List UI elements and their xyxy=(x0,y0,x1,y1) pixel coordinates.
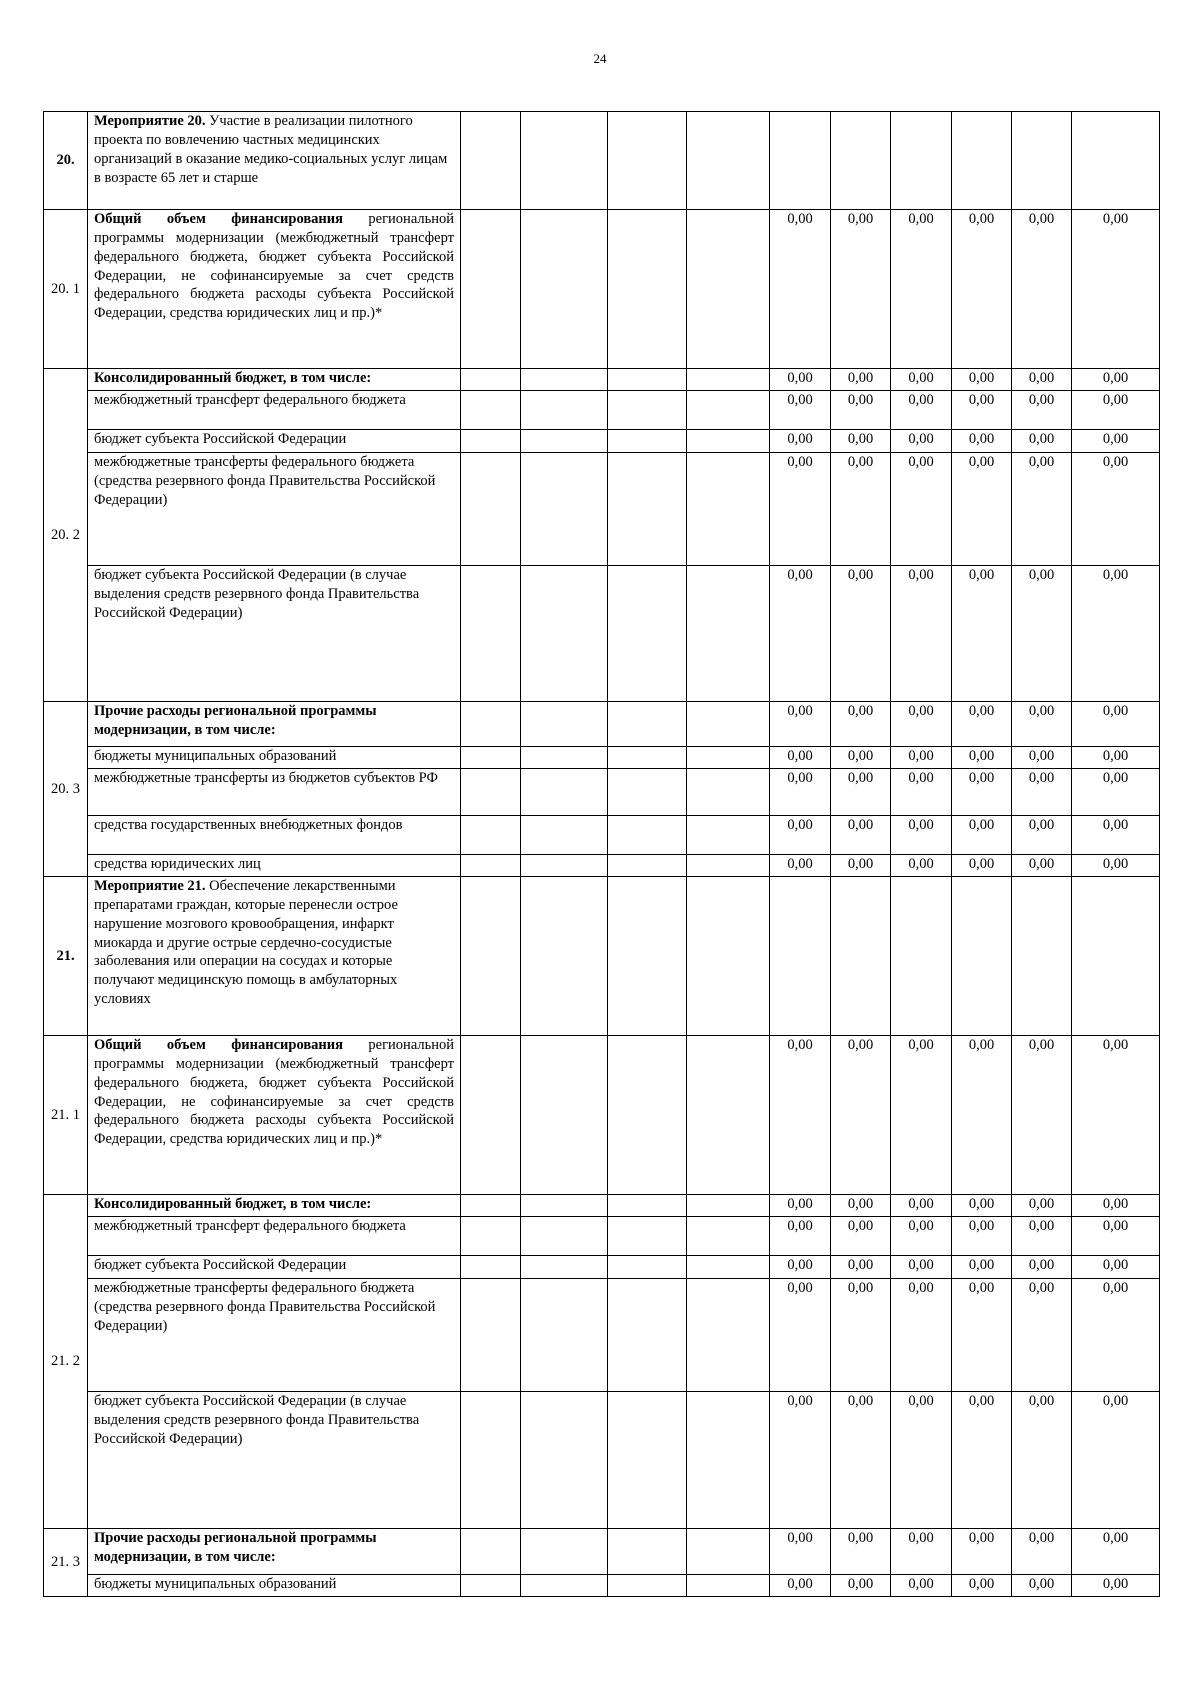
empty-cell xyxy=(687,1217,770,1256)
value-cell: 0,00 xyxy=(770,1195,831,1217)
empty-cell xyxy=(461,369,521,391)
value-cell: 0,00 xyxy=(1012,769,1072,816)
value-cell: 0,00 xyxy=(1012,566,1072,702)
value-cell: 0,00 xyxy=(770,1256,831,1279)
value-cell: 0,00 xyxy=(891,1575,952,1597)
empty-cell xyxy=(687,1195,770,1217)
empty-cell xyxy=(521,877,608,1036)
value-cell: 0,00 xyxy=(1072,702,1160,747)
empty-cell xyxy=(608,855,687,877)
value-cell: 0,00 xyxy=(770,855,831,877)
value-cell: 0,00 xyxy=(1012,1036,1072,1195)
table-row xyxy=(44,816,1160,855)
empty-cell xyxy=(521,369,608,391)
table-row xyxy=(44,855,1160,877)
empty-cell xyxy=(687,453,770,566)
value-cell: 0,00 xyxy=(952,702,1012,747)
value-cell: 0,00 xyxy=(770,566,831,702)
value-cell: 0,00 xyxy=(952,1217,1012,1256)
value-cell: 0,00 xyxy=(1012,430,1072,453)
value-cell: 0,00 xyxy=(891,1529,952,1575)
value-cell: 0,00 xyxy=(1072,453,1160,566)
value-cell: 0,00 xyxy=(1072,1529,1160,1575)
empty-cell xyxy=(521,769,608,816)
empty-cell xyxy=(687,1392,770,1529)
row-label: бюджет субъекта Российской Федерации (в случае выделения средств резервного фонда Правительства Российской Федерации) xyxy=(88,1392,461,1529)
empty-cell xyxy=(521,112,608,210)
value-cell: 0,00 xyxy=(831,391,891,430)
empty-cell xyxy=(608,877,687,1036)
row-label: бюджет субъекта Российской Федерации (в случае выделения средств резервного фонда Правительства Российской Федерации) xyxy=(88,566,461,702)
row-description xyxy=(88,1036,461,1195)
empty-cell xyxy=(461,747,521,769)
value-cell: 0,00 xyxy=(1012,369,1072,391)
value-cell: 0,00 xyxy=(1012,1279,1072,1392)
empty-cell xyxy=(770,112,831,210)
title-rest: Обеспечение лекарственными препаратами граждан, которые перенесли острое нарушение мозгового кровообращения, инфаркт миокарда и другие острые сердечно-сосудистые заболевания или операции на сосудах и которые получают медицинскую помощь в амбулаторных условиях xyxy=(94,878,398,1008)
title-rest: региональной программы модернизации (межбюджетный трансферт федерального бюджета, бюджет субъекта Российской Федерации, не софинансируемые за счет средств федерального бюджета расходы субъекта Российской Федерации, средства юридических лиц и пр.)* xyxy=(94,1037,455,1148)
empty-cell xyxy=(687,210,770,369)
value-cell: 0,00 xyxy=(952,1529,1012,1575)
table-row xyxy=(44,391,1160,430)
empty-cell xyxy=(608,816,687,855)
value-cell: 0,00 xyxy=(770,391,831,430)
value-cell: 0,00 xyxy=(1012,453,1072,566)
value-cell: 0,00 xyxy=(831,769,891,816)
empty-cell xyxy=(521,391,608,430)
value-cell: 0,00 xyxy=(891,855,952,877)
table-row xyxy=(44,769,1160,816)
value-cell: 0,00 xyxy=(1072,769,1160,816)
empty-cell xyxy=(521,855,608,877)
value-cell: 0,00 xyxy=(831,369,891,391)
value-cell: 0,00 xyxy=(891,453,952,566)
value-cell: 0,00 xyxy=(831,566,891,702)
value-cell: 0,00 xyxy=(891,1392,952,1529)
title-bold: Общий объем финансирования xyxy=(94,211,343,227)
value-cell: 0,00 xyxy=(1072,1279,1160,1392)
value-cell: 0,00 xyxy=(770,1529,831,1575)
empty-cell xyxy=(608,1256,687,1279)
empty-cell xyxy=(521,1036,608,1195)
row-number: 20. 2 xyxy=(44,369,88,702)
value-cell: 0,00 xyxy=(831,1195,891,1217)
value-cell: 0,00 xyxy=(891,391,952,430)
value-cell: 0,00 xyxy=(952,1392,1012,1529)
empty-cell xyxy=(521,210,608,369)
value-cell: 0,00 xyxy=(1072,1575,1160,1597)
empty-cell xyxy=(687,1256,770,1279)
table-row xyxy=(44,566,1160,702)
empty-cell xyxy=(608,1036,687,1195)
row-number: 21. 3 xyxy=(44,1529,88,1597)
value-cell: 0,00 xyxy=(952,1256,1012,1279)
empty-cell xyxy=(461,453,521,566)
value-cell: 0,00 xyxy=(1012,1575,1072,1597)
table-row xyxy=(44,1036,1160,1195)
empty-cell xyxy=(521,1256,608,1279)
value-cell: 0,00 xyxy=(952,816,1012,855)
empty-cell xyxy=(687,369,770,391)
value-cell: 0,00 xyxy=(831,747,891,769)
value-cell: 0,00 xyxy=(770,430,831,453)
empty-cell xyxy=(891,877,952,1036)
empty-cell xyxy=(1072,877,1160,1036)
value-cell: 0,00 xyxy=(1072,1195,1160,1217)
value-cell: 0,00 xyxy=(831,1279,891,1392)
empty-cell xyxy=(608,566,687,702)
table-row xyxy=(44,702,1160,747)
empty-cell xyxy=(770,877,831,1036)
value-cell: 0,00 xyxy=(952,1195,1012,1217)
empty-cell xyxy=(608,112,687,210)
empty-cell xyxy=(521,430,608,453)
value-cell: 0,00 xyxy=(891,430,952,453)
value-cell: 0,00 xyxy=(1012,210,1072,369)
empty-cell xyxy=(608,1217,687,1256)
empty-cell xyxy=(461,702,521,747)
value-cell: 0,00 xyxy=(831,210,891,369)
row-label: Консолидированный бюджет, в том числе: xyxy=(88,1195,461,1217)
title-rest: Участие в реализации пилотного проекта по вовлечению частных медицинских организаций в оказание медико-социальных услуг лицам в возрасте 65 лет и старше xyxy=(94,113,448,186)
empty-cell xyxy=(608,1575,687,1597)
empty-cell xyxy=(687,1036,770,1195)
value-cell: 0,00 xyxy=(1072,369,1160,391)
empty-cell xyxy=(461,877,521,1036)
empty-cell xyxy=(608,453,687,566)
value-cell: 0,00 xyxy=(952,747,1012,769)
value-cell: 0,00 xyxy=(831,1036,891,1195)
empty-cell xyxy=(608,747,687,769)
empty-cell xyxy=(1072,112,1160,210)
empty-cell xyxy=(461,855,521,877)
value-cell: 0,00 xyxy=(952,1036,1012,1195)
empty-cell xyxy=(521,1279,608,1392)
empty-cell xyxy=(687,1279,770,1392)
empty-cell xyxy=(521,1575,608,1597)
empty-cell xyxy=(608,369,687,391)
empty-cell xyxy=(461,769,521,816)
value-cell: 0,00 xyxy=(770,769,831,816)
empty-cell xyxy=(608,1529,687,1575)
row-label: Консолидированный бюджет, в том числе: xyxy=(88,369,461,391)
empty-cell xyxy=(687,430,770,453)
empty-cell xyxy=(461,1279,521,1392)
empty-cell xyxy=(608,210,687,369)
value-cell: 0,00 xyxy=(831,1256,891,1279)
value-cell: 0,00 xyxy=(891,1279,952,1392)
table-row xyxy=(44,877,1160,1036)
table-row xyxy=(44,112,1160,210)
row-description xyxy=(88,210,461,369)
table-row xyxy=(44,1392,1160,1529)
value-cell: 0,00 xyxy=(891,210,952,369)
empty-cell xyxy=(461,1392,521,1529)
empty-cell xyxy=(608,391,687,430)
empty-cell xyxy=(461,112,521,210)
empty-cell xyxy=(521,747,608,769)
value-cell: 0,00 xyxy=(952,769,1012,816)
value-cell: 0,00 xyxy=(831,453,891,566)
row-number: 21. xyxy=(44,877,88,1036)
table-row xyxy=(44,1575,1160,1597)
value-cell: 0,00 xyxy=(1012,1256,1072,1279)
row-number: 20. 1 xyxy=(44,210,88,369)
empty-cell xyxy=(461,1575,521,1597)
value-cell: 0,00 xyxy=(1012,816,1072,855)
value-cell: 0,00 xyxy=(1012,747,1072,769)
value-cell: 0,00 xyxy=(1072,747,1160,769)
value-cell: 0,00 xyxy=(1072,855,1160,877)
empty-cell xyxy=(461,1217,521,1256)
row-label: бюджет субъекта Российской Федерации xyxy=(88,430,461,453)
empty-cell xyxy=(1012,112,1072,210)
title-bold: Мероприятие 20. xyxy=(94,113,206,129)
value-cell: 0,00 xyxy=(1072,430,1160,453)
value-cell: 0,00 xyxy=(1012,1195,1072,1217)
table-row xyxy=(44,1529,1160,1575)
row-label: бюджет субъекта Российской Федерации xyxy=(88,1256,461,1279)
empty-cell xyxy=(952,877,1012,1036)
row-number: 20. xyxy=(44,112,88,210)
value-cell: 0,00 xyxy=(1012,1217,1072,1256)
empty-cell xyxy=(831,877,891,1036)
value-cell: 0,00 xyxy=(770,1392,831,1529)
empty-cell xyxy=(687,112,770,210)
table-row xyxy=(44,430,1160,453)
title-rest: региональной программы модернизации (межбюджетный трансферт федерального бюджета, бюджет субъекта Российской Федерации, не софинансируемые за счет средств федерального бюджета расходы субъекта Российской Федерации, средства юридических лиц и пр.)* xyxy=(94,211,455,322)
value-cell: 0,00 xyxy=(1072,210,1160,369)
value-cell: 0,00 xyxy=(770,1036,831,1195)
title-bold: Общий объем финансирования xyxy=(94,1037,343,1053)
value-cell: 0,00 xyxy=(770,702,831,747)
row-label: бюджеты муниципальных образований xyxy=(88,747,461,769)
value-cell: 0,00 xyxy=(1072,566,1160,702)
value-cell: 0,00 xyxy=(1012,855,1072,877)
value-cell: 0,00 xyxy=(770,747,831,769)
table-row xyxy=(44,747,1160,769)
value-cell: 0,00 xyxy=(891,1256,952,1279)
row-label: межбюджетный трансферт федерального бюджета xyxy=(88,1217,461,1256)
table-row xyxy=(44,1279,1160,1392)
empty-cell xyxy=(521,1529,608,1575)
table-row xyxy=(44,1217,1160,1256)
empty-cell xyxy=(687,702,770,747)
row-label: межбюджетные трансферты из бюджетов субъектов РФ xyxy=(88,769,461,816)
empty-cell xyxy=(521,702,608,747)
empty-cell xyxy=(461,566,521,702)
row-description xyxy=(88,112,461,210)
empty-cell xyxy=(831,112,891,210)
value-cell: 0,00 xyxy=(831,430,891,453)
row-label: Прочие расходы региональной программы модернизации, в том числе: xyxy=(88,1529,461,1575)
value-cell: 0,00 xyxy=(831,702,891,747)
value-cell: 0,00 xyxy=(952,1575,1012,1597)
value-cell: 0,00 xyxy=(891,816,952,855)
empty-cell xyxy=(521,816,608,855)
value-cell: 0,00 xyxy=(891,747,952,769)
value-cell: 0,00 xyxy=(831,1575,891,1597)
value-cell: 0,00 xyxy=(770,453,831,566)
value-cell: 0,00 xyxy=(952,369,1012,391)
empty-cell xyxy=(687,855,770,877)
empty-cell xyxy=(687,1575,770,1597)
value-cell: 0,00 xyxy=(770,210,831,369)
empty-cell xyxy=(608,702,687,747)
value-cell: 0,00 xyxy=(1072,391,1160,430)
value-cell: 0,00 xyxy=(952,1279,1012,1392)
value-cell: 0,00 xyxy=(1072,1392,1160,1529)
empty-cell xyxy=(687,566,770,702)
value-cell: 0,00 xyxy=(1012,702,1072,747)
row-number: 21. 2 xyxy=(44,1195,88,1529)
row-label: Прочие расходы региональной программы модернизации, в том числе: xyxy=(88,702,461,747)
empty-cell xyxy=(1012,877,1072,1036)
value-cell: 0,00 xyxy=(891,702,952,747)
table-row xyxy=(44,1256,1160,1279)
value-cell: 0,00 xyxy=(952,430,1012,453)
value-cell: 0,00 xyxy=(1012,1529,1072,1575)
empty-cell xyxy=(687,391,770,430)
value-cell: 0,00 xyxy=(952,453,1012,566)
empty-cell xyxy=(608,430,687,453)
value-cell: 0,00 xyxy=(770,816,831,855)
value-cell: 0,00 xyxy=(831,1392,891,1529)
row-label: бюджеты муниципальных образований xyxy=(88,1575,461,1597)
empty-cell xyxy=(687,1529,770,1575)
empty-cell xyxy=(608,1279,687,1392)
value-cell: 0,00 xyxy=(770,1279,831,1392)
value-cell: 0,00 xyxy=(1012,1392,1072,1529)
row-label: межбюджетный трансферт федерального бюджета xyxy=(88,391,461,430)
value-cell: 0,00 xyxy=(891,769,952,816)
row-number: 20. 3 xyxy=(44,702,88,877)
empty-cell xyxy=(687,816,770,855)
empty-cell xyxy=(521,566,608,702)
empty-cell xyxy=(608,1195,687,1217)
row-number: 21. 1 xyxy=(44,1036,88,1195)
page-number: 24 xyxy=(593,51,607,66)
budget-table xyxy=(43,111,1160,1597)
row-description xyxy=(88,877,461,1036)
empty-cell xyxy=(687,769,770,816)
empty-cell xyxy=(521,1195,608,1217)
title-bold: Мероприятие 21. xyxy=(94,878,206,894)
empty-cell xyxy=(461,816,521,855)
value-cell: 0,00 xyxy=(952,210,1012,369)
value-cell: 0,00 xyxy=(770,369,831,391)
value-cell: 0,00 xyxy=(891,369,952,391)
empty-cell xyxy=(461,210,521,369)
empty-cell xyxy=(952,112,1012,210)
value-cell: 0,00 xyxy=(831,816,891,855)
empty-cell xyxy=(461,391,521,430)
empty-cell xyxy=(461,1529,521,1575)
table-row xyxy=(44,210,1160,369)
empty-cell xyxy=(461,1195,521,1217)
value-cell: 0,00 xyxy=(891,566,952,702)
row-label: средства юридических лиц xyxy=(88,855,461,877)
empty-cell xyxy=(461,1036,521,1195)
value-cell: 0,00 xyxy=(831,1529,891,1575)
value-cell: 0,00 xyxy=(831,1217,891,1256)
value-cell: 0,00 xyxy=(770,1217,831,1256)
empty-cell xyxy=(521,1217,608,1256)
table-row xyxy=(44,453,1160,566)
table-row xyxy=(44,369,1160,391)
value-cell: 0,00 xyxy=(952,855,1012,877)
value-cell: 0,00 xyxy=(770,1575,831,1597)
row-label: межбюджетные трансферты федерального бюджета (средства резервного фонда Правительства Российской Федерации) xyxy=(88,453,461,566)
table-row xyxy=(44,1195,1160,1217)
value-cell: 0,00 xyxy=(1072,1217,1160,1256)
value-cell: 0,00 xyxy=(891,1195,952,1217)
empty-cell xyxy=(461,430,521,453)
empty-cell xyxy=(521,1392,608,1529)
empty-cell xyxy=(461,1256,521,1279)
empty-cell xyxy=(608,769,687,816)
value-cell: 0,00 xyxy=(1072,1256,1160,1279)
value-cell: 0,00 xyxy=(891,1217,952,1256)
empty-cell xyxy=(891,112,952,210)
empty-cell xyxy=(687,747,770,769)
value-cell: 0,00 xyxy=(831,855,891,877)
value-cell: 0,00 xyxy=(952,566,1012,702)
empty-cell xyxy=(687,877,770,1036)
value-cell: 0,00 xyxy=(1072,1036,1160,1195)
empty-cell xyxy=(521,453,608,566)
row-label: средства государственных внебюджетных фондов xyxy=(88,816,461,855)
value-cell: 0,00 xyxy=(891,1036,952,1195)
value-cell: 0,00 xyxy=(1072,816,1160,855)
empty-cell xyxy=(608,1392,687,1529)
value-cell: 0,00 xyxy=(1012,391,1072,430)
value-cell: 0,00 xyxy=(952,391,1012,430)
row-label: межбюджетные трансферты федерального бюджета (средства резервного фонда Правительства Российской Федерации) xyxy=(88,1279,461,1392)
